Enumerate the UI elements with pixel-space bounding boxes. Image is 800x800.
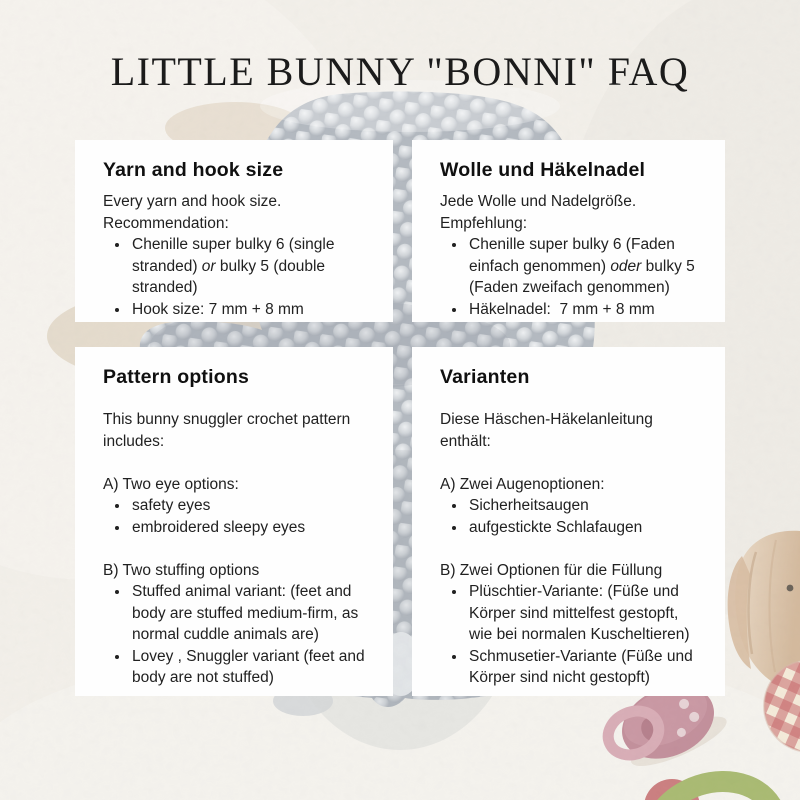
bullet-item — [467, 495, 697, 517]
bullet-item — [467, 646, 697, 689]
text-line: Jede Wolle und Nadelgröße. — [440, 193, 637, 210]
bullet-list — [440, 495, 697, 538]
spacer — [103, 538, 365, 560]
bullet-text — [469, 301, 655, 318]
card-body — [103, 191, 365, 320]
text-segment: Lovey , Snuggler variant (feet and body are not stuffed) — [132, 647, 369, 686]
spacer — [103, 452, 365, 474]
bullet-text — [132, 519, 305, 536]
bullet-text — [132, 648, 369, 687]
bullet-list — [103, 581, 369, 689]
text-segment: embroidered sleepy eyes — [132, 518, 306, 536]
card-body — [103, 409, 369, 689]
paragraph — [103, 560, 365, 582]
spacer — [440, 452, 697, 474]
text-line: B) Zwei Optionen für die Füllung — [440, 561, 663, 579]
text-line: This bunny snuggler crochet pattern includes: — [103, 411, 355, 450]
text-segment: Häkelnadel: 7 mm + 8 mm — [469, 300, 655, 318]
faq-cards — [75, 140, 725, 696]
bullet-item — [130, 646, 369, 689]
bullet-item — [130, 234, 365, 299]
emphasized-text: oder — [610, 257, 642, 275]
bullet-text — [132, 301, 304, 318]
card-heading: Varianten — [440, 366, 530, 388]
text-line: A) Two eye options: — [103, 475, 239, 493]
paragraph — [103, 409, 365, 452]
text-segment: bulky 5 (Faden zweifach genommen) — [469, 257, 700, 296]
text-segment: Chenille super bulky 6 (Faden einfach genommen) — [469, 236, 680, 275]
text-line: A) Zwei Augenoptionen: — [440, 475, 605, 493]
bullet-item — [130, 581, 365, 646]
bullet-list — [440, 234, 700, 320]
text-segment: Plüschtier-Variante: (Füße und Körper sind mittelfest gestopft, wie bei normalen Kuscheltieren) — [469, 583, 690, 643]
bullet-item — [467, 581, 697, 646]
bullet-text — [469, 583, 690, 643]
paragraph — [440, 474, 697, 496]
bullet-item — [467, 517, 697, 539]
card-heading: Wolle und Häkelnadel — [440, 159, 646, 181]
card-heading: Yarn and hook size — [103, 159, 284, 181]
text-segment: safety eyes — [132, 497, 211, 514]
faq-card-varianten-de — [412, 347, 725, 696]
page-title: LITTLE BUNNY "BONNI" FAQ — [110, 49, 690, 94]
paragraph — [440, 409, 697, 452]
bullet-item — [130, 517, 365, 539]
paragraph — [103, 191, 365, 234]
text-segment: Chenille super bulky 6 (single stranded) — [132, 236, 339, 275]
text-segment: Schmusetier-Variante (Füße und Körper sind nicht gestopft) — [469, 647, 698, 686]
bullet-item — [130, 495, 365, 517]
bullet-text — [132, 583, 363, 643]
text-line: Recommendation: — [103, 214, 229, 232]
bullet-list — [103, 234, 365, 320]
bullet-list — [440, 581, 697, 689]
paragraph — [440, 560, 697, 582]
card-heading: Pattern options — [103, 366, 250, 388]
text-segment: Sicherheitsaugen — [469, 497, 589, 514]
text-line: Diese Häschen-Häkelanleitung enthält: — [440, 411, 658, 450]
bullet-text — [469, 648, 697, 687]
text-segment: Stuffed animal variant: (feet and body are stuffed medium-firm, as normal cuddle animals are) — [132, 583, 363, 643]
text-segment: Hook size: 7 mm + 8 mm — [132, 300, 304, 318]
paragraph — [440, 191, 697, 234]
bullet-item — [467, 299, 697, 321]
text-segment: bulky 5 (double stranded) — [132, 257, 330, 296]
bullet-list — [103, 495, 365, 538]
bullet-text — [469, 236, 699, 296]
bullet-item — [467, 234, 700, 299]
bullet-item — [130, 299, 365, 321]
text-segment: aufgestickte Schlafaugen — [469, 518, 643, 536]
bullet-text — [469, 519, 642, 536]
paragraph — [103, 474, 365, 496]
emphasized-text: or — [201, 257, 216, 275]
faq-card-wolle-und-haekelnadel-de — [412, 140, 725, 322]
text-line: Every yarn and hook size. — [103, 193, 282, 210]
bullet-text — [132, 236, 339, 296]
card-body — [440, 191, 700, 320]
text-line: B) Two stuffing options — [103, 561, 260, 579]
faq-card-yarn-and-hook-size-en — [75, 140, 393, 322]
faq-card-pattern-options-en — [75, 347, 393, 696]
spacer — [440, 538, 697, 560]
bullet-text — [469, 497, 589, 514]
card-body — [440, 409, 697, 689]
text-line: Empfehlung: — [440, 214, 528, 232]
bullet-text — [132, 497, 210, 514]
